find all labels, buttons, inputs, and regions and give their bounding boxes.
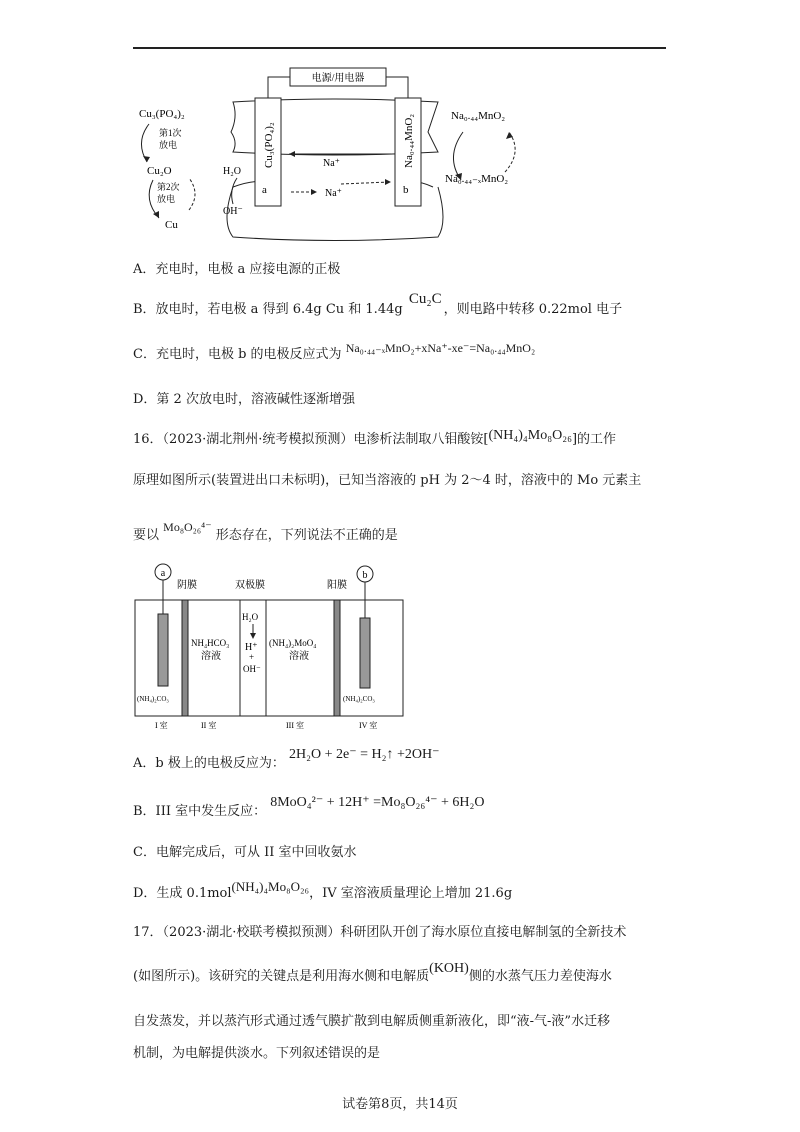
q16-option-b xyxy=(133,795,485,821)
sol-right: (NH₄)₂MoO₄ xyxy=(269,638,317,648)
room3: III 室 xyxy=(286,721,304,730)
electrode-a xyxy=(158,614,168,686)
q15-option-b-pre: B．放电时，若电极 a 得到 6.4g Cu 和 1.44g xyxy=(133,302,403,317)
room1-sol: (NH₄)₂CO₃ xyxy=(137,695,169,703)
q16-stem-line3 xyxy=(133,520,398,545)
cathode-membrane xyxy=(182,600,188,716)
wire-left xyxy=(268,77,290,98)
sol-left-2: 溶液 xyxy=(201,651,221,662)
battery-diagram xyxy=(133,62,533,250)
electrode-a-label: a xyxy=(160,568,166,579)
q17-stem-line4: 机制，为电解提供淡水。下列叙述错误的是 xyxy=(133,1046,381,1061)
q16-option-a-pre: A．b 极上的电极反应为： xyxy=(133,756,285,771)
h2o-label: H₂O xyxy=(223,166,241,177)
q16-option-d-pre: D．生成 0.1mol xyxy=(133,886,232,901)
q15-option-c-formula: Na₀.₄₄₋ₓMnO₂+xNa⁺-xe⁻=Na₀.₄₄MnO₂ xyxy=(345,341,536,355)
page-footer: 试卷第8页，共14页 xyxy=(342,1097,458,1112)
electrode-b-label: b xyxy=(362,570,368,581)
anode-membrane-label: 阳膜 xyxy=(327,580,347,591)
electrode-a-material: Cu₃(PO₄)₂ xyxy=(263,122,275,168)
q16-option-d-formula: (NH₄)₄Mo₈O₂₆ xyxy=(231,879,310,894)
q16-stem-1-formula: (NH₄)₄Mo₈O₂₆ xyxy=(488,428,572,443)
q17-stem-line1: 17．（2023·湖北·校联考模拟预测）科研团队开创了海水原位直接电解制氢的全新技术 xyxy=(133,925,627,940)
q17-stem-line2 xyxy=(133,961,612,986)
room4-sol: (NH₄)₂CO₃ xyxy=(343,695,375,703)
q15-option-b xyxy=(133,291,623,319)
q15-option-c-pre: C．充电时，电极 b 的电极反应式为 xyxy=(133,347,342,362)
electrodialysis-diagram xyxy=(133,562,413,734)
cycle-right-top: Na₀.₄₄MnO₂ xyxy=(451,110,506,122)
power-label: 电源/用电器 xyxy=(311,73,365,84)
q16-stem-1-pre: 16．（2023·湖北荆州·统考模拟预测）电渗析法制取八钼酸铵[ xyxy=(133,432,489,447)
q15-option-d: D．第 2 次放电时，溶液碱性逐渐增强 xyxy=(133,392,355,407)
na-bottom: Na⁺ xyxy=(325,188,342,199)
q16-option-c: C．电解完成后，可从 II 室中回收氨水 xyxy=(133,845,357,860)
q15-option-a: A．充电时，电极 a 应接电源的正极 xyxy=(133,262,341,277)
cycle-left-top: Cu₃(PO₄)₂ xyxy=(139,108,185,120)
q16-stem-3-post: 形态存在，下列说法不正确的是 xyxy=(215,528,398,543)
q16-stem-line2: 原理如图所示(装置进出口未标明)，已知当溶液的 pH 为 2～4 时，溶液中的 Mo 元素主 xyxy=(133,473,642,488)
step2-line2: 放电 xyxy=(157,194,176,204)
sol-right-2: 溶液 xyxy=(289,651,309,662)
q16-option-b-pre: B．III 室中发生反应： xyxy=(133,804,267,819)
q17-stem-line3: 自发蒸发，并以蒸汽形式通过透气膜扩散到电解质侧重新液化，即“液-气-液”水迁移 xyxy=(133,1014,611,1029)
q15-option-b-formula: Cu₂C xyxy=(408,291,442,307)
q16-option-a-formula: 2H₂O + 2e⁻ = H₂↑ +2OH⁻ xyxy=(288,747,440,762)
q16-option-d-post: ，IV 室溶液质量理论上增加 21.6g xyxy=(309,886,513,901)
top-rule xyxy=(133,47,666,49)
room4: IV 室 xyxy=(359,721,378,730)
svg-text:+: + xyxy=(249,652,255,662)
label-b: b xyxy=(403,184,409,196)
h2o-oh-arrow xyxy=(232,178,237,204)
q16-stem-3-formula: Mo₈O₂₆⁴⁻ xyxy=(163,520,212,534)
cycle-left-arrow1 xyxy=(141,124,149,162)
electrode-b xyxy=(360,618,370,688)
q16-option-b-formula: 8MoO₄²⁻ + 12H⁺ =Mo₈O₂₆⁴⁻ + 6H₂O xyxy=(270,795,485,810)
q16-option-a xyxy=(133,747,440,773)
q17-stem-2-formula: (KOH) xyxy=(429,961,469,976)
cycle-left-bottom: Cu xyxy=(165,219,178,231)
room1: I 室 xyxy=(155,721,168,730)
na-top: Na⁺ xyxy=(323,158,340,169)
q15-option-b-post: ，则电路中转移 0.22mol 电子 xyxy=(443,302,623,317)
na-arrow-bottom-right xyxy=(341,182,389,184)
anode-membrane xyxy=(334,600,340,716)
room2: II 室 xyxy=(201,721,217,730)
sol-left: NH₄HCO₃ xyxy=(191,638,230,648)
q17-stem-2-post: 侧的水蒸气压力差使海水 xyxy=(468,969,612,984)
cycle-left-mid: Cu₂O xyxy=(147,165,172,177)
bp-h2o: H₂O xyxy=(242,612,259,622)
cathode-membrane-label: 阴膜 xyxy=(177,580,197,591)
oh-label: OH⁻ xyxy=(223,206,243,217)
electrode-b-material: Na₀.₄₄MnO₂ xyxy=(403,113,415,168)
step1-line2: 放电 xyxy=(159,140,178,150)
label-a: a xyxy=(262,184,267,196)
q16-stem-1-post: ]的工作 xyxy=(571,432,617,447)
q16-option-d xyxy=(133,879,513,903)
q17-stem-2-pre: (如图所示)。该研究的关键点是利用海水侧和电解质 xyxy=(133,969,430,984)
q16-stem-3-pre: 要以 xyxy=(133,528,160,543)
step2-line1: 第2次 xyxy=(157,182,180,192)
q15-option-c xyxy=(133,341,536,364)
q16-stem-line1 xyxy=(133,428,617,449)
cycle-right-bottom: Na₀.₄₄₋ₓMnO₂ xyxy=(445,173,509,185)
wire-right xyxy=(386,77,408,98)
bp-oh-minus: OH⁻ xyxy=(243,664,261,674)
bipolar-membrane-label: 双极膜 xyxy=(235,580,265,591)
step1-line1: 第1次 xyxy=(159,128,182,138)
bp-h-plus: H⁺ xyxy=(245,642,258,653)
